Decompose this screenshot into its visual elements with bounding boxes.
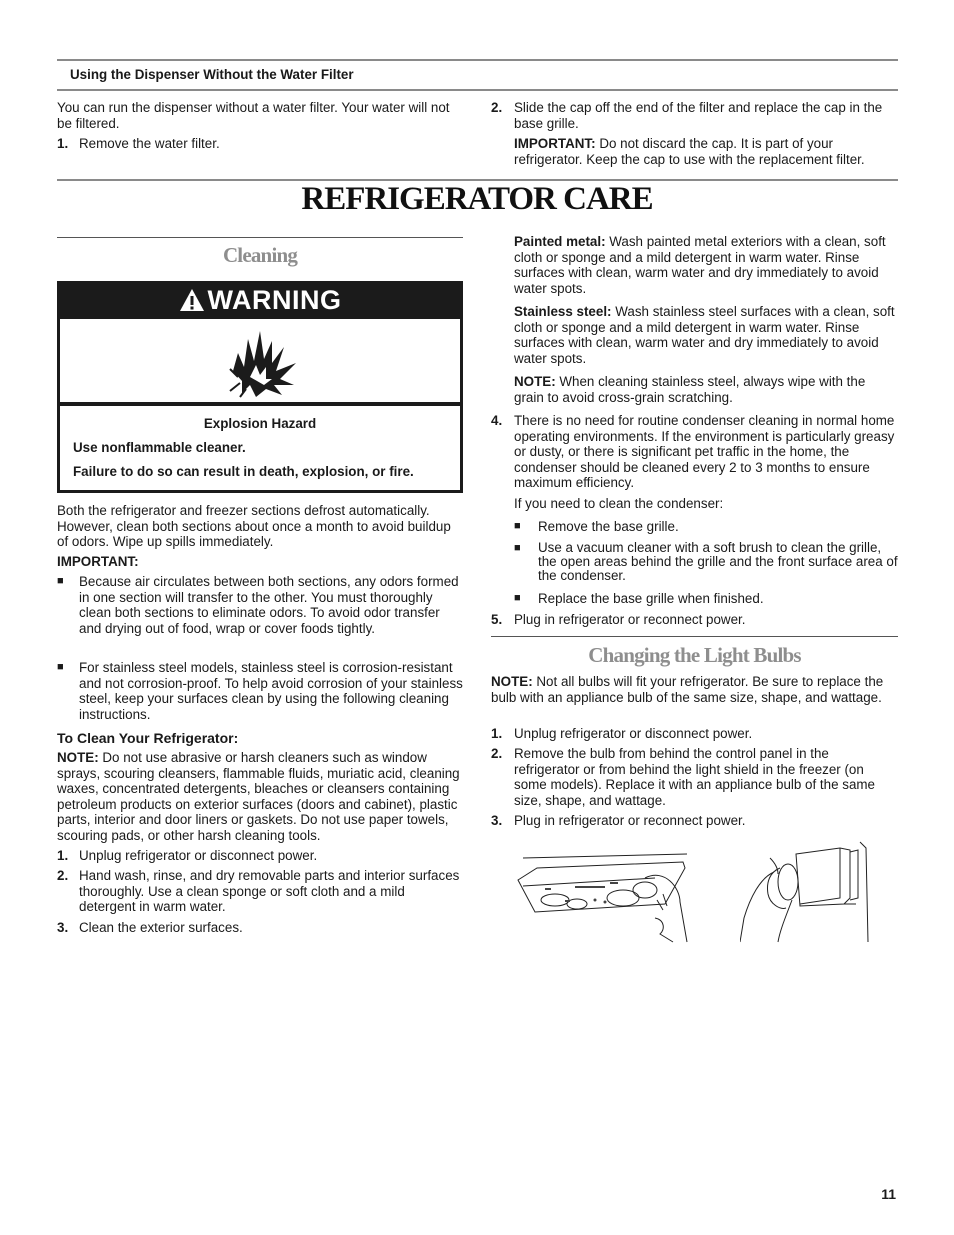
step-number: 5. — [491, 612, 503, 627]
painted-text: Wash painted metal exteriors with a clean, soft cloth or sponge and a mild detergent in warm water. Rinse surfaces with clean, warm water and dry immediately to avoid water spots. — [514, 234, 886, 296]
note-text: Do not use abrasive or harsh cleaners such as window sprays, scouring cleansers, flammable fluids, muriatic acid, cleaning waxes, concentrated detergents, bleaches or cleansers containing petroleum products on exterior surfaces (doors and cabinet), plastic parts, interior and door liners or gaskets. Do not use paper towels, scouring pads, or other harsh cleaning tools. — [57, 750, 460, 843]
cleaning-note — [57, 750, 463, 844]
step-number: 1. — [491, 726, 503, 741]
warning-box — [57, 281, 463, 493]
cleaning-heading: Cleaning — [222, 243, 298, 267]
freezer-light-shield-illustration — [740, 838, 874, 944]
dispenser-intro: You can run the dispenser without a water filter. Your water will not be filtered. — [57, 100, 450, 131]
note-label: NOTE: — [514, 374, 556, 389]
bullet-text: Because air circulates between both sections, any odors formed in one section will transfer to the other. You must thoroughly clean both sections to eliminate odors. To avoid odor transfer and drying out of food, wrap or cover foods tightly. — [79, 574, 459, 636]
painted-label: Painted metal: — [514, 234, 606, 249]
step-text: Clean the exterior surfaces. — [79, 920, 243, 935]
explosion-icon — [60, 319, 460, 402]
important-label: IMPORTANT: — [514, 136, 596, 151]
step-text: Plug in refrigerator or reconnect power. — [514, 612, 746, 627]
important-label: IMPORTANT: — [57, 554, 139, 569]
step-number: 1. — [57, 136, 69, 151]
note-label: NOTE: — [491, 674, 533, 689]
warning-label: WARNING — [207, 285, 342, 315]
warning-triangle-icon — [179, 288, 205, 312]
step-text: Slide the cap off the end of the filter and replace the cap in the base grille. — [514, 100, 883, 131]
condenser-intro: If you need to clean the condenser: — [514, 496, 724, 511]
step-number: 1. — [57, 848, 69, 863]
step-number: 2. — [491, 100, 503, 115]
top-rule — [57, 59, 898, 61]
bulbs-heading: Changing the Light Bulbs — [588, 643, 801, 667]
bullet-icon: ■ — [514, 592, 521, 604]
dispenser-heading-rule — [57, 89, 898, 91]
note-text: When cleaning stainless steel, always wipe with the grain to avoid cross-grain scratching. — [514, 374, 866, 405]
note-text: Not all bulbs will fit your refrigerator. Be sure to replace the bulb with an appliance bulb of the same size, shape, and wattage. — [491, 674, 884, 705]
stainless-label: Stainless steel: — [514, 304, 612, 319]
stainless-note — [514, 374, 898, 405]
step-number: 2. — [491, 746, 503, 761]
explosion-hazard-image — [60, 319, 460, 402]
warning-text — [60, 406, 460, 490]
step-text: Hand wash, rinse, and dry removable parts and interior surfaces thoroughly. Use a clean sponge or soft cloth and a mild detergent in warm water. — [79, 868, 460, 915]
to-clean-heading: To Clean Your Refrigerator: — [57, 730, 239, 746]
page-number: 11 — [881, 1186, 896, 1202]
step-text: Plug in refrigerator or reconnect power. — [514, 813, 746, 828]
step-number: 4. — [491, 413, 503, 428]
bullet-text: Use a vacuum cleaner with a soft brush to clean the grille, the open areas behind the grille and the front surface area of the condenser. — [538, 540, 898, 583]
bullet-icon: ■ — [57, 575, 64, 587]
step-number: 3. — [491, 813, 503, 828]
warning-header — [57, 281, 463, 317]
bullet-text: Replace the base grille when finished. — [538, 591, 764, 606]
step-number: 2. — [57, 868, 69, 883]
step-text: Unplug refrigerator or disconnect power. — [79, 848, 318, 863]
hazard-title: Explosion Hazard — [203, 416, 317, 431]
bulbs-rule — [491, 636, 898, 637]
step-text: Remove the bulb from behind the control panel in the refrigerator or from behind the light shield in the freezer (on some models). Replace it with an appliance bulb of the same size, shape, and wattage. — [514, 746, 875, 808]
page-title: REFRIGERATOR CARE — [301, 181, 653, 217]
step-number: 3. — [57, 920, 69, 935]
step-text: There is no need for routine condenser cleaning in normal home operating environments. If the environment is particularly greasy or dusty, or there is significant pet traffic in the home, the condenser should be cleaned every 2 to 3 months to ensure maximum efficiency. — [514, 413, 895, 491]
stainless-text: Wash stainless steel surfaces with a clean, soft cloth or sponge and a mild detergent in warm water. Rinse surfaces with clean, warm water and dry immediately to avoid water spots. — [514, 304, 895, 366]
bullet-icon: ■ — [514, 542, 521, 554]
stainless-steel-paragraph — [514, 304, 898, 366]
step-text: Unplug refrigerator or disconnect power. — [514, 726, 753, 741]
dispenser-heading: Using the Dispenser Without the Water Filter — [70, 67, 354, 82]
warning-line-1: Use nonflammable cleaner. — [73, 440, 246, 455]
step-text: Remove the water filter. — [79, 136, 220, 151]
warning-line-2: Failure to do so can result in death, explosion, or fire. — [73, 464, 414, 479]
bullet-text: For stainless steel models, stainless steel is corrosion-resistant and not corrosion-proof. To help avoid corrosion of your stainless steel, keep your surfaces clean by using the following cleaning instructions. — [79, 660, 463, 722]
dispenser-important — [514, 136, 898, 167]
cleaning-rule — [57, 237, 463, 238]
bullet-icon: ■ — [57, 661, 64, 673]
bulbs-note — [491, 674, 898, 705]
control-panel-bulb-illustration — [515, 838, 695, 944]
note-label: NOTE: — [57, 750, 99, 765]
bullet-icon: ■ — [514, 520, 521, 532]
painted-metal-paragraph — [514, 234, 898, 296]
cleaning-intro: Both the refrigerator and freezer sections defrost automatically. However, clean both sections about once a month to avoid buildup of odors. Wipe up spills immediately. — [57, 503, 451, 550]
bullet-text: Remove the base grille. — [538, 519, 679, 534]
important-text: Do not discard the cap. It is part of your refrigerator. Keep the cap to use with the replacement filter. — [514, 136, 865, 167]
